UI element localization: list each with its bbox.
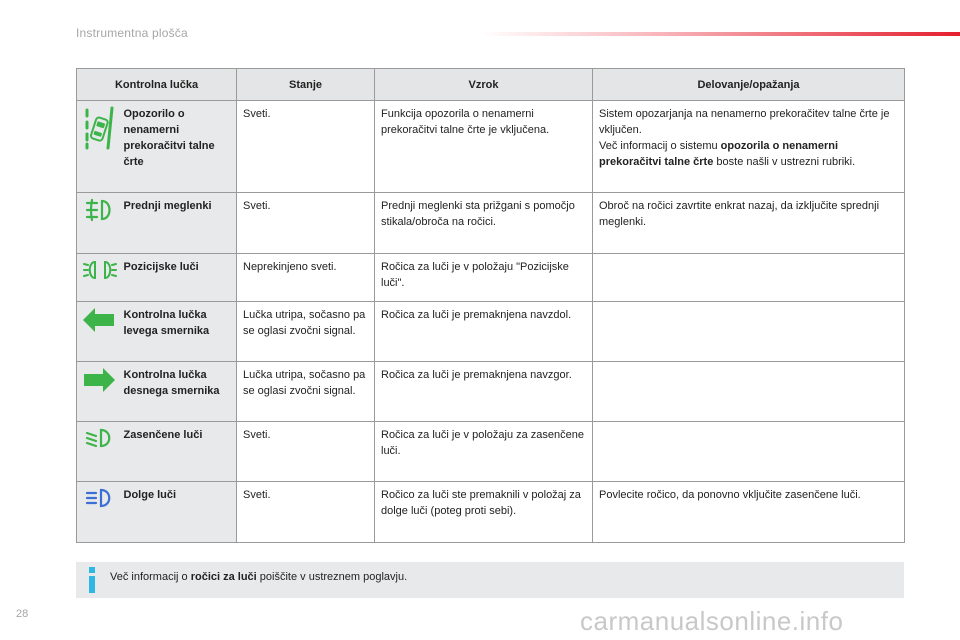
cause-cell: Funkcija opozorila o nenamerni prekoračitvi talne črte je vključena. [375,101,593,193]
table-row [77,362,905,422]
warning-light-name: Pozicijske luči [122,254,237,302]
state-cell: Sveti. [237,422,375,482]
info-text-suffix: poiščite v ustreznem poglavju. [256,571,408,583]
cause-cell: Ročica za luči je v položaju "Pozicijske luči". [375,254,593,302]
remarks-cell [593,254,905,302]
cause-cell: Ročica za luči je premaknjena navzdol. [375,302,593,362]
state-cell: Sveti. [237,101,375,193]
info-text-bold: ročici za luči [190,571,257,583]
cause-cell: Prednji meglenki sta prižgani s pomočjo stikala/obroča na ročici. [375,193,593,254]
info-box [76,562,904,598]
right-arrow-icon [83,367,116,393]
left-arrow-icon [83,307,116,333]
column-header-warning-light: Kontrolna lučka [77,69,237,101]
column-header-remarks: Delovanje/opažanja [593,69,905,101]
table-row [77,101,905,193]
info-text-prefix: Več informacij o [110,571,191,583]
cause-cell: Ročico za luči ste premaknili v položaj za dolge luči (poteg proti sebi). [375,482,593,543]
table-row [77,193,905,254]
page-number: 28 [16,608,29,620]
section-title: Instrumentna plošča [76,26,188,40]
remarks-cell [593,362,905,422]
state-cell: Sveti. [237,482,375,543]
table-row [77,302,905,362]
watermark: carmanualsonline.info [580,606,844,636]
front-fog-lamp-icon [83,198,116,222]
cause-cell: Ročica za luči je premaknjena navzgor. [375,362,593,422]
warning-light-name: Zasenčene luči [122,422,237,482]
remarks-text: boste našli v ustrezni rubriki. [713,156,856,168]
warning-light-name: Opozorilo o nenamerni prekoračitvi talne črte [122,101,237,193]
remarks-cell [593,101,905,193]
column-header-state: Stanje [237,69,375,101]
column-header-cause: Vzrok [375,69,593,101]
remarks-text: Sistem opozarjanja na nenamerno prekoračitev talne črte je vključen. [599,108,890,136]
state-cell: Lučka utripa, sočasno pa se oglasi zvočni signal. [237,362,375,422]
warning-lights-table [76,68,905,543]
state-cell: Sveti. [237,193,375,254]
table-row [77,254,905,302]
info-icon [86,567,98,593]
dipped-beam-icon [83,427,116,449]
info-text [110,570,407,584]
sidelamps-icon [83,259,116,281]
remarks-bold-text: opozorila o nenamerni prekoračitvi talne črte [599,140,839,168]
remarks-text: Več informacij o sistemu [599,140,721,152]
state-cell: Lučka utripa, sočasno pa se oglasi zvočni signal. [237,302,375,362]
remarks-cell: Povlecite ročico, da ponovno vključite zasenčene luči. [593,482,905,543]
warning-light-name: Prednji meglenki [122,193,237,254]
remarks-cell: Obroč na ročici zavrtite enkrat nazaj, da izključite sprednji meglenki. [593,193,905,254]
table-header-row [77,69,905,101]
remarks-cell [593,422,905,482]
main-beam-icon [83,487,116,509]
cause-cell: Ročica za luči je v položaju za zasenčene luči. [375,422,593,482]
warning-light-name: Kontrolna lučka levega smernika [122,302,237,362]
header-accent-line [480,32,960,36]
table-row [77,422,905,482]
table-row [77,482,905,543]
warning-light-name: Dolge luči [122,482,237,543]
warning-light-name: Kontrolna lučka desnega smernika [122,362,237,422]
state-cell: Neprekinjeno sveti. [237,254,375,302]
lane-departure-warning-icon [83,106,116,150]
remarks-cell [593,302,905,362]
